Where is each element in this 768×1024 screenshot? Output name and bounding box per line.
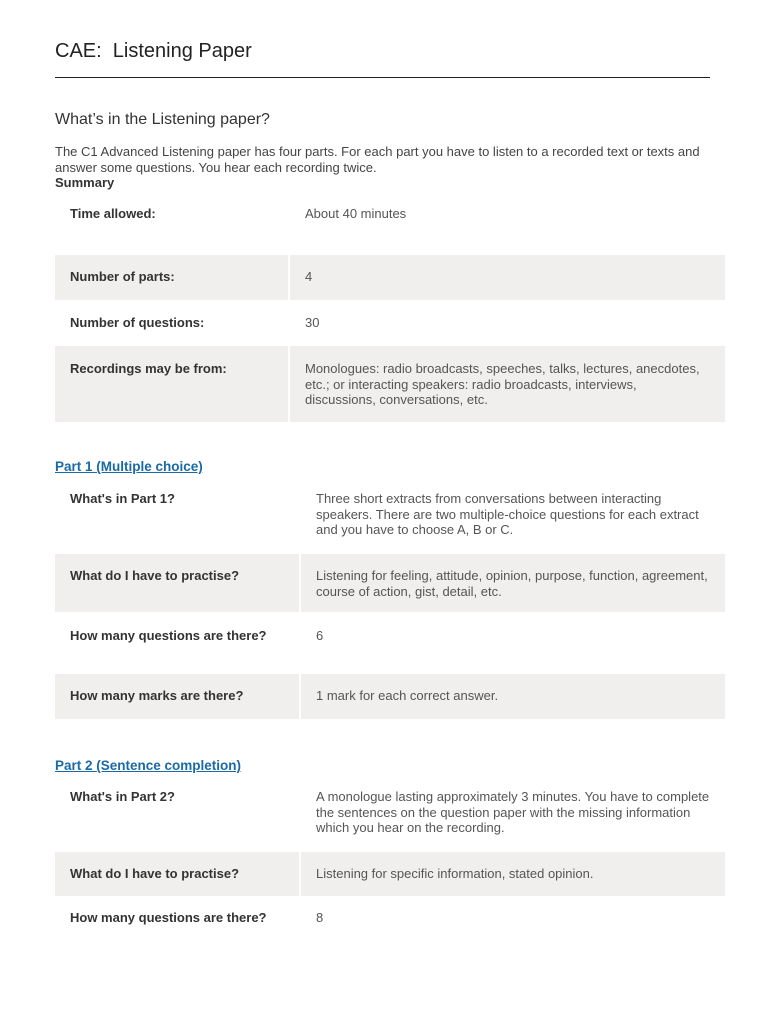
table-row xyxy=(55,192,725,254)
row-label: What do I have to practise? xyxy=(70,866,240,881)
table-row xyxy=(55,346,725,422)
row-value: Three short extracts from conversations between interacting speakers. There are two multiple-choice questions for each extract and you have to choose A, B or C. xyxy=(316,491,699,537)
row-label: How many marks are there? xyxy=(70,688,244,703)
part-1-link[interactable]: Part 1 (Multiple choice) xyxy=(55,459,203,474)
row-value: A monologue lasting approximately 3 minutes. You have to complete the sentences on the question paper with the missing information which you hear on the recording. xyxy=(316,789,710,835)
table-row xyxy=(55,674,725,719)
row-label: Number of questions: xyxy=(70,315,205,330)
cell-divider xyxy=(299,852,301,896)
table-row xyxy=(55,774,725,850)
cell-divider xyxy=(299,674,301,719)
document-title: CAE: Listening Paper xyxy=(55,40,252,62)
cell-divider xyxy=(299,554,301,612)
cell-divider xyxy=(288,255,290,300)
table-row xyxy=(55,612,725,674)
row-label: What's in Part 1? xyxy=(70,491,175,506)
section-heading: What’s in the Listening paper? xyxy=(55,111,270,128)
cell-divider xyxy=(288,346,290,422)
row-value: 4 xyxy=(305,269,313,284)
row-label: How many questions are there? xyxy=(70,910,267,925)
row-value: 1 mark for each correct answer. xyxy=(316,688,499,703)
row-value: Listening for specific information, stated opinion. xyxy=(316,866,594,881)
summary-label: Summary xyxy=(55,175,115,190)
row-label: Number of parts: xyxy=(70,269,175,284)
row-value: Monologues: radio broadcasts, speeches, talks, lectures, anecdotes, etc.; or interacting speakers: radio broadcasts, interviews, discussions, conversations, etc. xyxy=(305,361,700,407)
row-value: About 40 minutes xyxy=(305,206,407,221)
row-label: Time allowed: xyxy=(70,206,156,221)
intro-paragraph: The C1 Advanced Listening paper has four parts. For each part you have to listen to a recorded text or texts and answer some questions. You hear each recording twice. xyxy=(55,144,700,175)
row-value: Listening for feeling, attitude, opinion, purpose, function, agreement, course of action, gist, detail, etc. xyxy=(316,568,708,599)
row-value: 6 xyxy=(316,628,324,643)
table-row xyxy=(55,554,725,612)
row-label: What's in Part 2? xyxy=(70,789,175,804)
row-label: What do I have to practise? xyxy=(70,568,240,583)
row-label: How many questions are there? xyxy=(70,628,267,643)
title-divider xyxy=(55,77,710,78)
row-value: 30 xyxy=(305,315,320,330)
row-value: 8 xyxy=(316,910,324,925)
table-row xyxy=(55,896,725,958)
table-row xyxy=(55,300,725,346)
table-row xyxy=(55,852,725,896)
table-row xyxy=(55,476,725,552)
row-label: Recordings may be from: xyxy=(70,361,227,376)
part-2-link[interactable]: Part 2 (Sentence completion) xyxy=(55,758,242,773)
table-row xyxy=(55,255,725,300)
